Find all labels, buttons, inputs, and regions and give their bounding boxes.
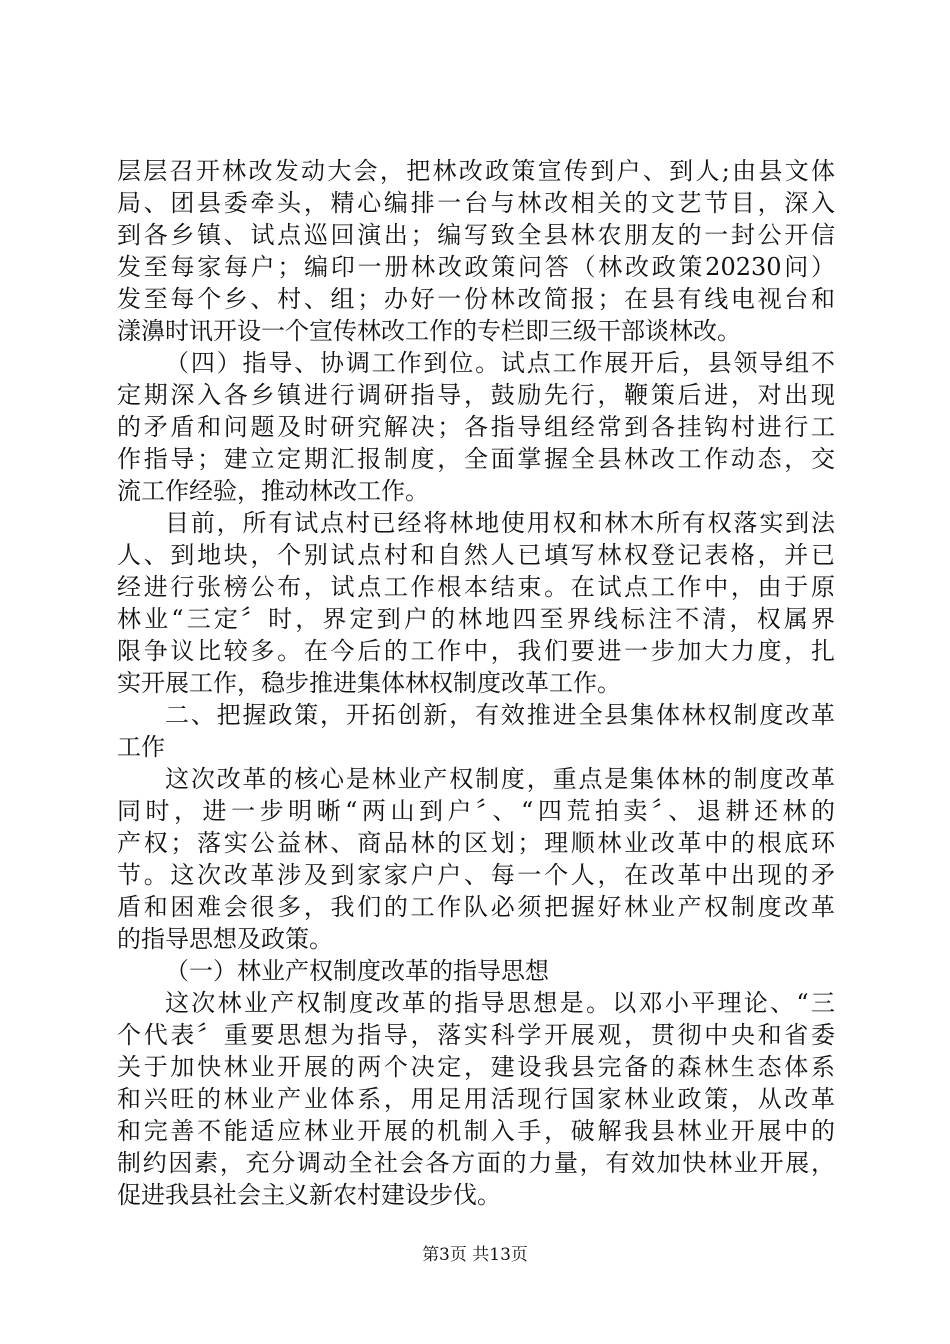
- text-line: 经进行张榜公布，试点工作根本结束。在试点工作中，由于原: [117, 573, 835, 601]
- text-line: 这次林业产权制度改革的指导思想是。以邓小平理论、“三: [165, 989, 835, 1017]
- text-line: 促进我县社会主义新农村建设步伐。: [117, 1181, 501, 1209]
- document-body: [117, 155, 835, 1211]
- text-line: 发至每家每户；编印一册林改政策问答（林改政策20230问）: [117, 253, 835, 281]
- text-line: 到各乡镇、试点巡回演出；编写致全县林农朋友的一封公开信: [117, 221, 835, 249]
- text-line: 同时，进一步明晰“两山到户〞、“四荒拍卖〞、退耕还林的: [117, 797, 835, 825]
- text-line: 发至每个乡、村、组；办好一份林改简报；在县有线电视台和: [117, 285, 835, 313]
- text-line: 这次改革的核心是林业产权制度，重点是集体林的制度改革: [165, 765, 835, 793]
- text-line: 二、把握政策，开拓创新，有效推进全县集体林权制度改革: [165, 701, 835, 729]
- text-line: 工作: [117, 733, 165, 761]
- text-line: 关于加快林业开展的两个决定，建设我县完备的森林生态体系: [117, 1053, 835, 1081]
- text-line: （四）指导、协调工作到位。试点工作展开后，县领导组不: [165, 349, 835, 377]
- text-line: 的矛盾和问题及时研究解决；各指导组经常到各挂钩村进行工: [117, 413, 835, 441]
- text-line: 个代表〞重要思想为指导，落实科学开展观，贯彻中央和省委: [117, 1021, 835, 1049]
- text-line: 层层召开林改发动大会，把林改政策宣传到户、到人;由县文体: [117, 157, 835, 185]
- text-line: 流工作经验，推动林改工作。: [117, 477, 429, 505]
- text-line: 节。这次改革涉及到家家户户、每一个人，在改革中出现的矛: [117, 861, 835, 889]
- text-line: 定期深入各乡镇进行调研指导，鼓励先行，鞭策后进，对出现: [117, 381, 835, 409]
- page-number-footer: 第3页 共13页: [422, 1245, 528, 1265]
- text-line: 制约因素，充分调动全社会各方面的力量，有效加快林业开展，: [117, 1149, 835, 1177]
- text-line: 局、团县委牵头，精心编排一台与林改相关的文艺节目，深入: [117, 189, 835, 217]
- text-line: 和完善不能适应林业开展的机制入手，破解我县林业开展中的: [117, 1117, 835, 1145]
- text-line: 限争议比较多。在今后的工作中，我们要进一步加大力度，扎: [117, 637, 835, 665]
- text-line: 盾和困难会很多，我们的工作队必须把握好林业产权制度改革: [117, 893, 835, 921]
- text-line: 和兴旺的林业产业体系，用足用活现行国家林业政策，从改革: [117, 1085, 835, 1113]
- text-line: 产权；落实公益林、商品林的区划；理顺林业改革中的根底环: [117, 829, 835, 857]
- text-line: 人、到地块，个别试点村和自然人已填写林权登记表格，并已: [117, 541, 835, 569]
- text-line: 实开展工作，稳步推进集体林权制度改革工作。: [117, 669, 621, 697]
- text-line: 目前，所有试点村已经将林地使用权和林木所有权落实到法: [165, 509, 835, 537]
- text-line: 林业“三定〞时，界定到户的林地四至界线标注不清，权属界: [117, 605, 835, 633]
- text-line: 作指导；建立定期汇报制度，全面掌握全县林改工作动态，交: [117, 445, 835, 473]
- text-line: 漾濞时讯开设一个宣传林改工作的专栏即三级干部谈林改。: [117, 317, 741, 345]
- text-line: 的指导思想及政策。: [117, 925, 333, 953]
- text-line: （一）林业产权制度改革的指导思想: [165, 957, 549, 985]
